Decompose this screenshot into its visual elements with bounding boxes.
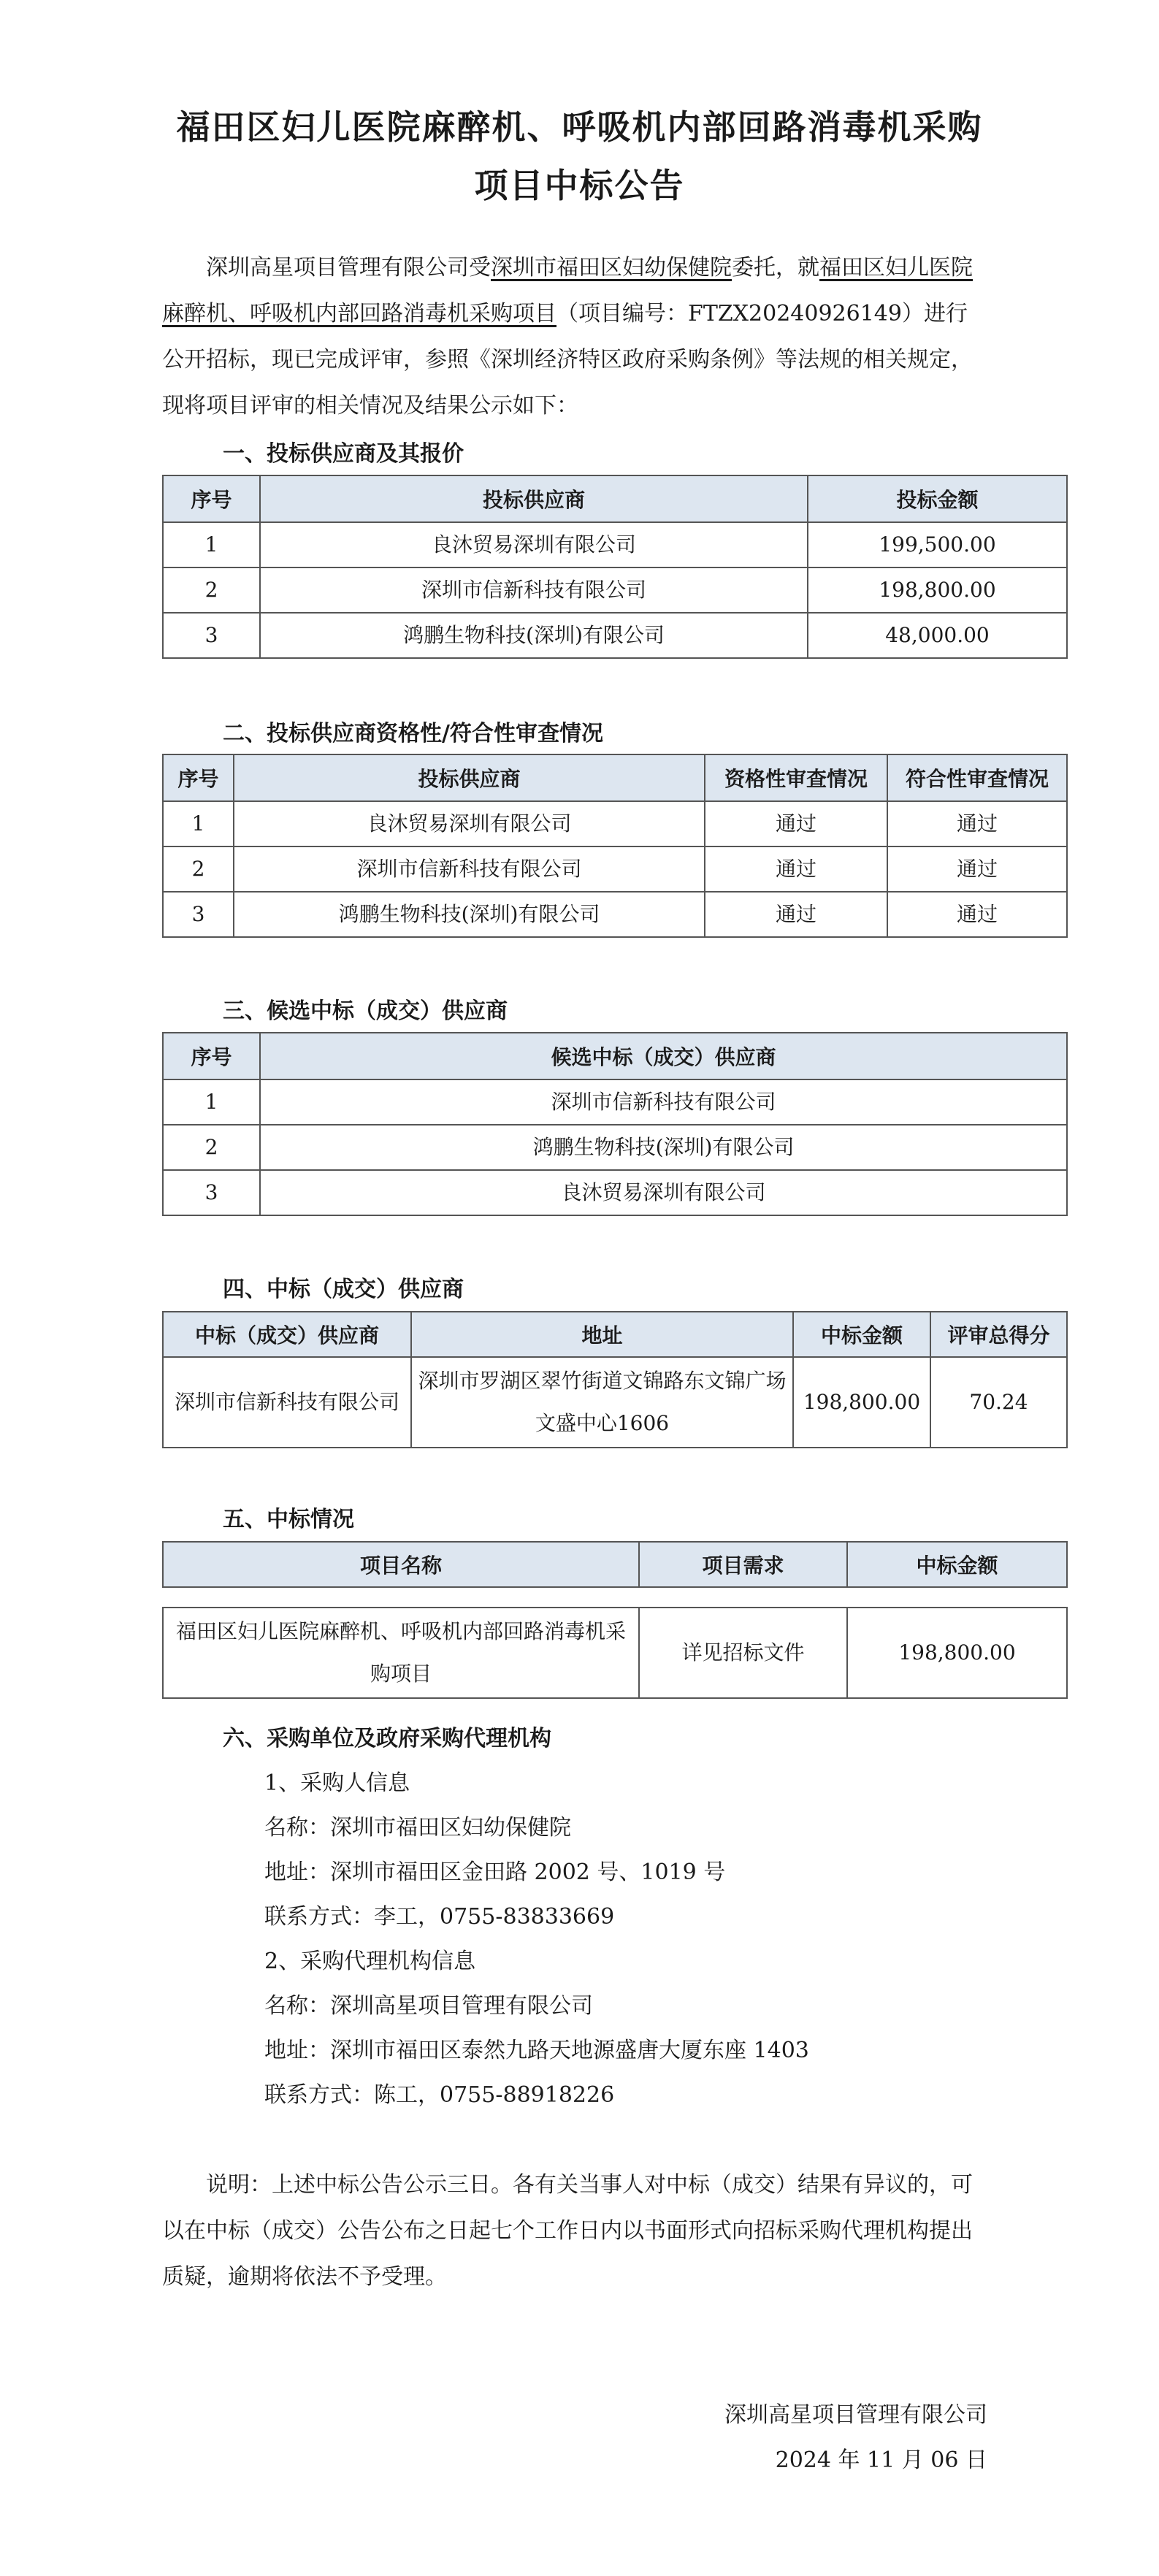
header-cell: 中标金额: [793, 1312, 930, 1357]
section-1-heading: 一、投标供应商及其报价: [223, 441, 464, 467]
table-cell: 198,800.00: [808, 567, 1067, 613]
table-cell: 通过: [705, 846, 887, 892]
note-text: 说明：上述中标公告公示三日。各有关当事人对中标（成交）结果有异议的，可以在中标（成交）公告公布之日起七个工作日内以书面形式向招标采购代理机构提出质疑，逾期将依法不予受理。: [162, 2172, 973, 2290]
agent-name: 名称：深圳高星项目管理有限公司: [264, 1993, 593, 2019]
table-cell: 深圳市信新科技有限公司: [260, 567, 808, 613]
table-row: [163, 1079, 1067, 1125]
award-table: [162, 1541, 1068, 1588]
table-row: [163, 801, 1067, 846]
intro-entrust: 深圳市福田区妇幼保健院: [491, 255, 732, 280]
note-paragraph: [162, 2162, 987, 2300]
table-cell: 深圳市信新科技有限公司: [163, 1357, 411, 1448]
table-cell: 深圳市信新科技有限公司: [260, 1079, 1067, 1125]
table-cell: 3: [163, 613, 260, 658]
table-cell: 详见招标文件: [639, 1608, 847, 1698]
header-cell: 地址: [411, 1312, 793, 1357]
table-cell: 鸿鹏生物科技(深圳)有限公司: [260, 613, 808, 658]
signature-company: 深圳高星项目管理有限公司: [724, 2402, 987, 2428]
table-row: [163, 1125, 1067, 1170]
qualification-table: [162, 754, 1068, 938]
table-header-row: [163, 1033, 1067, 1079]
intro-text-3: （项目编号：: [556, 301, 688, 326]
header-cell: 投标供应商: [234, 754, 705, 801]
table-cell: 1: [163, 1079, 260, 1125]
intro-text-1: 深圳高星项目管理有限公司受: [206, 255, 491, 280]
table-cell: 2: [163, 567, 260, 613]
table-header-row: [163, 475, 1067, 522]
table-row: [163, 613, 1067, 658]
section-2-heading: 二、投标供应商资格性/符合性审查情况: [223, 721, 603, 746]
table-cell: 良沐贸易深圳有限公司: [260, 1170, 1067, 1215]
table-cell: 199,500.00: [808, 522, 1067, 567]
header-cell: 序号: [163, 754, 234, 801]
table-cell: 鸿鹏生物科技(深圳)有限公司: [234, 892, 705, 937]
header-cell: 投标供应商: [260, 475, 808, 522]
table-cell: 良沐贸易深圳有限公司: [234, 801, 705, 846]
header-cell: 评审总得分: [930, 1312, 1067, 1357]
candidates-table: [162, 1032, 1068, 1216]
table-cell: 福田区妇儿医院麻醉机、呼吸机内部回路消毒机采购项目: [163, 1608, 639, 1698]
agent-address: 地址：深圳市福田区泰然九路天地源盛唐大厦东座 1403: [264, 2038, 809, 2063]
intro-paragraph: [162, 245, 987, 429]
table-cell: 1: [163, 522, 260, 567]
document-title-line1: 福田区妇儿医院麻醉机、呼吸机内部回路消毒机采购: [176, 107, 983, 147]
intro-text-2: 委托，就: [732, 255, 819, 280]
table-cell: 通过: [887, 846, 1067, 892]
intro-code: FTZX20240926149: [688, 301, 902, 326]
section-6-heading: 六、采购单位及政府采购代理机构: [223, 1726, 551, 1751]
table-cell: 良沐贸易深圳有限公司: [260, 522, 808, 567]
header-cell: 候选中标（成交）供应商: [260, 1033, 1067, 1079]
table-cell: 鸿鹏生物科技(深圳)有限公司: [260, 1125, 1067, 1170]
table-row: [163, 1357, 1067, 1448]
buyer-heading: 1、采购人信息: [264, 1770, 410, 1796]
header-cell: 资格性审查情况: [705, 754, 887, 801]
agent-heading: 2、采购代理机构信息: [264, 1949, 476, 1974]
table-cell: 通过: [887, 892, 1067, 937]
table-cell: 3: [163, 892, 234, 937]
header-cell: 项目名称: [163, 1542, 639, 1587]
buyer-contact: 联系方式：李工，0755-83833669: [264, 1904, 615, 1930]
header-cell: 符合性审查情况: [887, 754, 1067, 801]
table-row: [163, 522, 1067, 567]
table-row: [163, 1608, 1067, 1698]
table-cell: 70.24: [930, 1357, 1067, 1448]
table-row: [163, 892, 1067, 937]
table-row: [163, 846, 1067, 892]
agent-contact: 联系方式：陈工，0755-88918226: [264, 2082, 615, 2108]
table-cell: 通过: [705, 801, 887, 846]
table-cell: 1: [163, 801, 234, 846]
header-cell: 项目需求: [639, 1542, 847, 1587]
signature-date: 2024 年 11 月 06 日: [775, 2447, 987, 2473]
award-table-row: [162, 1607, 1068, 1699]
section-4-heading: 四、中标（成交）供应商: [223, 1277, 464, 1302]
table-row: [163, 1170, 1067, 1215]
document-title-line2: 项目中标公告: [474, 166, 685, 205]
intro-project: 福田区妇儿医院麻醉机、呼吸机内部回路消毒机采购项目: [162, 255, 973, 326]
section-3-heading: 三、候选中标（成交）供应商: [223, 998, 508, 1024]
bidders-table: [162, 475, 1068, 659]
table-header-row: [163, 1542, 1067, 1587]
table-row: [163, 567, 1067, 613]
table-cell: 通过: [705, 892, 887, 937]
table-cell: 深圳市罗湖区翠竹街道文锦路东文锦广场文盛中心1606: [411, 1357, 793, 1448]
table-cell: 198,800.00: [793, 1357, 930, 1448]
table-cell: 198,800.00: [847, 1608, 1067, 1698]
header-cell: 投标金额: [808, 475, 1067, 522]
buyer-address: 地址：深圳市福田区金田路 2002 号、1019 号: [264, 1860, 726, 1885]
intro-text-4: ）进行公开招标，现已完成评审，参照《深圳经济特区政府采购条例》等法规的相关规定，现将项目评审的相关情况及结果公示如下：: [162, 301, 973, 418]
header-cell: 序号: [163, 1033, 260, 1079]
table-cell: 3: [163, 1170, 260, 1215]
table-cell: 2: [163, 846, 234, 892]
table-header-row: [163, 754, 1067, 801]
table-cell: 48,000.00: [808, 613, 1067, 658]
table-cell: 通过: [887, 801, 1067, 846]
section-5-heading: 五、中标情况: [223, 1507, 354, 1532]
table-header-row: [163, 1312, 1067, 1357]
table-cell: 深圳市信新科技有限公司: [234, 846, 705, 892]
header-cell: 中标金额: [847, 1542, 1067, 1587]
buyer-name: 名称：深圳市福田区妇幼保健院: [264, 1815, 571, 1841]
table-cell: 2: [163, 1125, 260, 1170]
header-cell: 中标（成交）供应商: [163, 1312, 411, 1357]
header-cell: 序号: [163, 475, 260, 522]
winner-table: [162, 1311, 1068, 1448]
